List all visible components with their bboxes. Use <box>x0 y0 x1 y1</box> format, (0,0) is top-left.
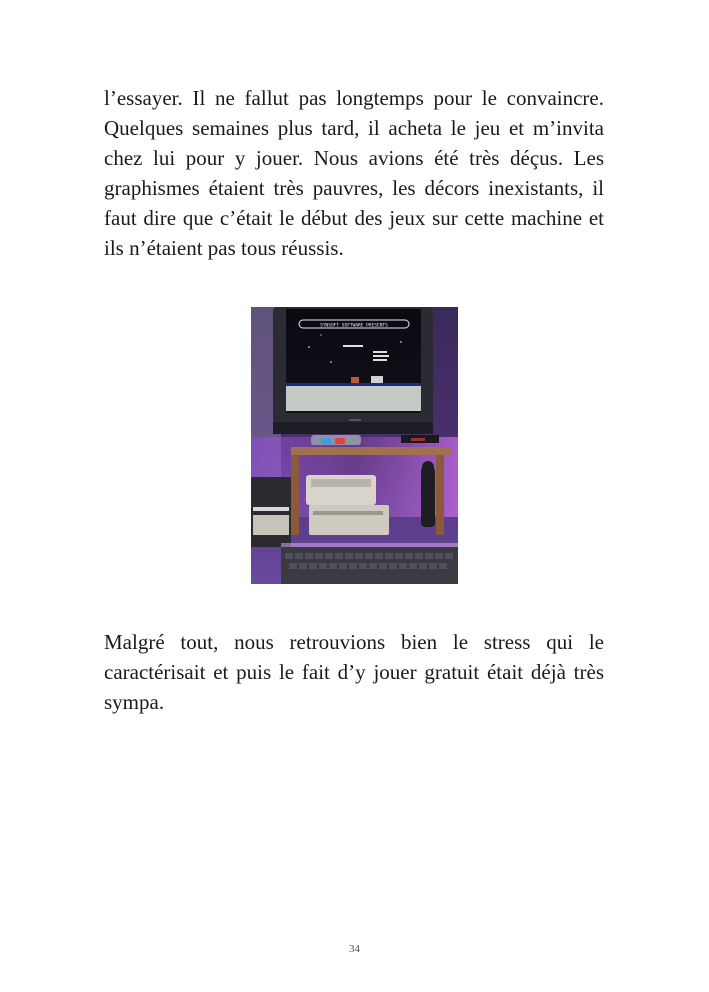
screen-banner-text: SYNSOFT SOFTWARE PRESENTS <box>320 323 388 329</box>
paragraph-2: Malgré tout, nous retrouvions bien le stress qui le caractérisait et puis le fait d’y jouer gratuit était déjà très sympa. <box>104 630 604 714</box>
paragraph-1: l’essayer. Il ne fallut pas longtemps pour le convaincre. Quelques semaines plus tard, il acheta le jeu et m’invita chez lui pour y jouer. Nous avions été très déçus. Les graphismes étaient très pauvres, les décors inexistants, il faut dire que c’était le début des jeux sur cette machine et ils n’étaient pas tous réussis. <box>104 86 604 260</box>
game-photo <box>251 307 458 584</box>
page-number: 34 <box>349 943 360 955</box>
